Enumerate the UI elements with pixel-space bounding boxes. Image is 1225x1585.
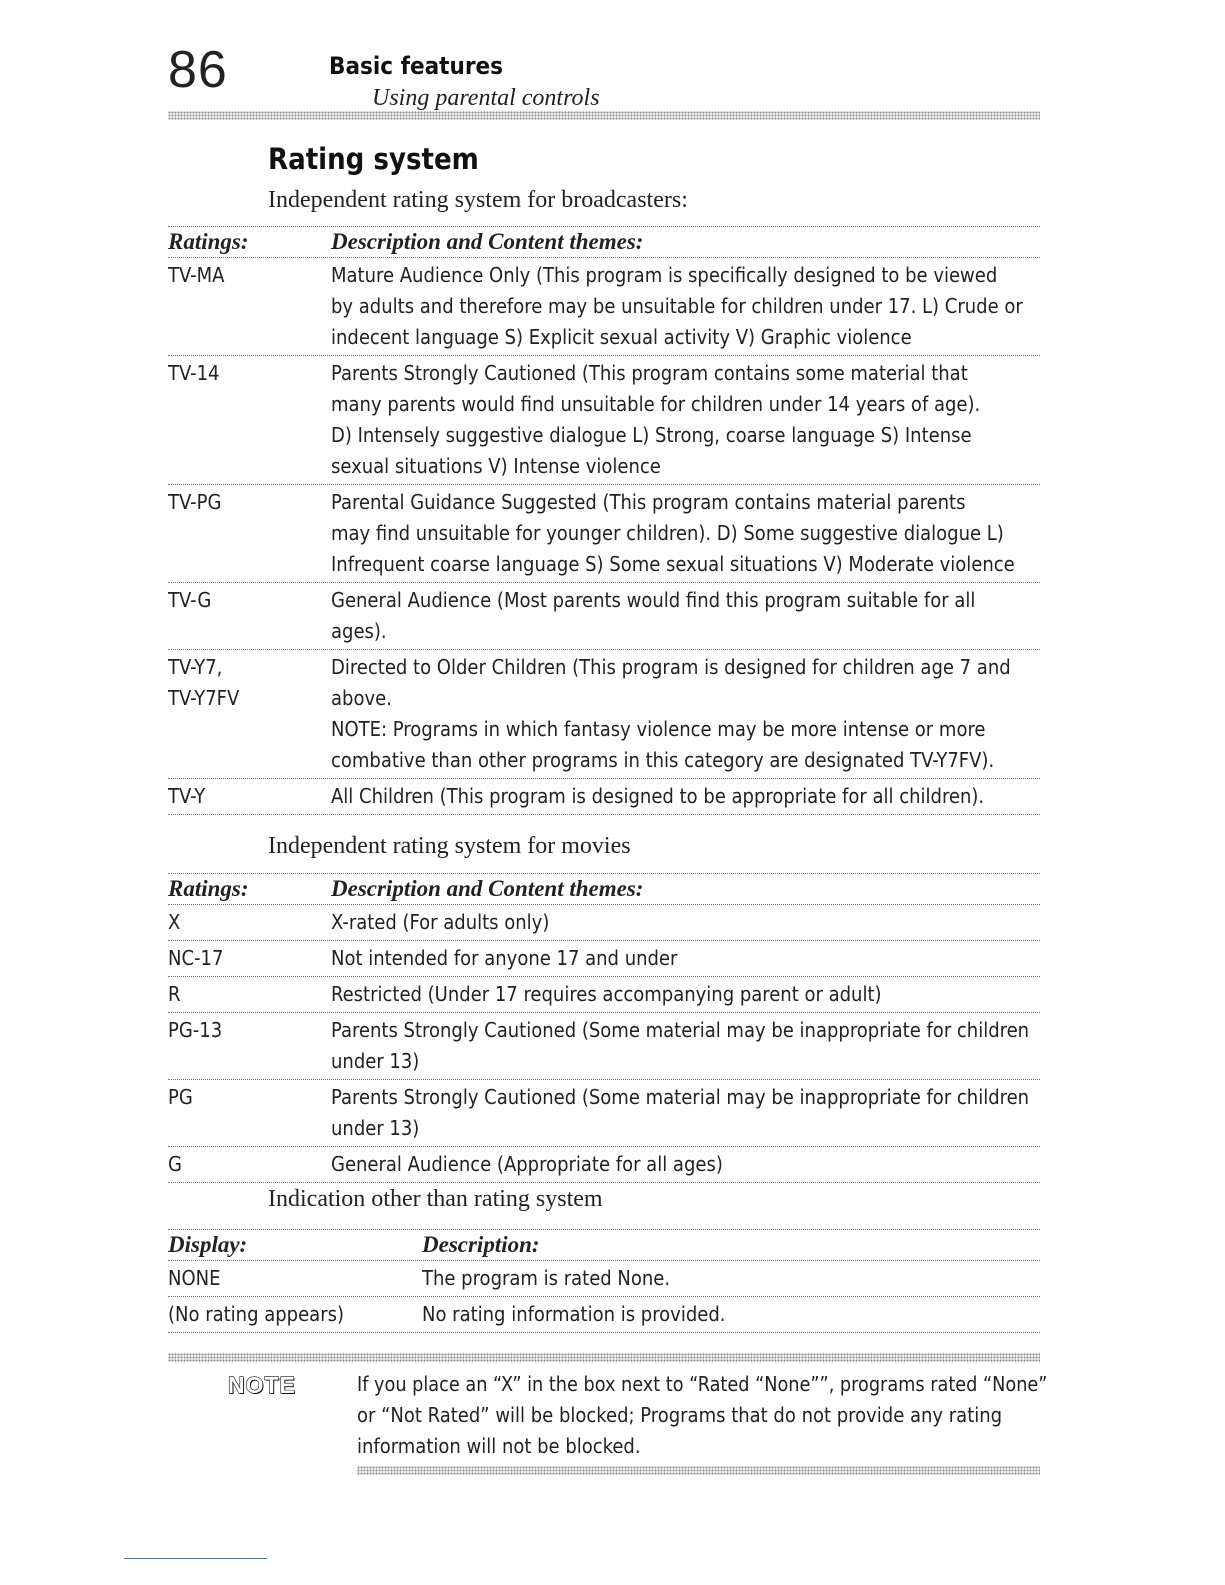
rating-code-line: R xyxy=(168,982,181,1006)
rating-code-line: X xyxy=(168,910,181,934)
note-line: If you place an “X” in the box next to “Rated “None””, programs rated “None” xyxy=(357,1372,1048,1396)
rating-description xyxy=(422,1263,1036,1294)
rating-code xyxy=(168,585,211,616)
rating-code-line: TV-PG xyxy=(168,490,222,514)
description-line: Infrequent coarse language S) Some sexual situations V) Moderate violence xyxy=(331,552,1015,576)
table-row xyxy=(168,258,1040,356)
rating-code xyxy=(168,1082,193,1113)
note-line: information will not be blocked. xyxy=(357,1434,641,1458)
rating-code xyxy=(168,260,224,291)
table-row xyxy=(168,485,1040,583)
movie-ratings-table xyxy=(168,873,1040,1183)
description-line: General Audience (Most parents would find this program suitable for all xyxy=(331,588,976,612)
description-line: X-rated (For adults only) xyxy=(331,910,550,934)
rating-code xyxy=(168,652,239,714)
rating-description xyxy=(422,1299,1036,1330)
rating-description xyxy=(331,487,1036,580)
description-line: General Audience (Appropriate for all ages) xyxy=(331,1152,723,1176)
section-heading: Rating system xyxy=(268,142,479,176)
rating-code xyxy=(168,979,181,1010)
rating-description xyxy=(331,260,1036,353)
table-row xyxy=(168,779,1040,815)
description-line: All Children (This program is designed to be appropriate for all children). xyxy=(331,784,985,808)
note-line: or “Not Rated” will be blocked; Programs that do not provide any rating xyxy=(357,1403,1003,1427)
rating-description xyxy=(331,1015,1036,1077)
description-line: may find unsuitable for younger children). D) Some suggestive dialogue L) xyxy=(331,521,1004,545)
table-row xyxy=(168,1147,1040,1183)
column-header: Description and Content themes: xyxy=(331,876,644,901)
description-line: under 13) xyxy=(331,1049,420,1073)
column-header: Ratings: xyxy=(168,876,249,901)
table-row xyxy=(168,650,1040,779)
rating-description xyxy=(331,907,1036,938)
broadcast-ratings-table xyxy=(168,226,1040,815)
other-indication-table xyxy=(168,1229,1040,1333)
description-line: D) Intensely suggestive dialogue L) Strong, coarse language S) Intense xyxy=(331,423,972,447)
description-line: many parents would find unsuitable for children under 14 years of age). xyxy=(331,392,981,416)
rating-description xyxy=(331,1149,1036,1180)
description-line: The program is rated None. xyxy=(422,1266,671,1290)
description-line: NOTE: Programs in which fantasy violence may be more intense or more xyxy=(331,717,986,741)
rating-code-line: G xyxy=(168,1152,182,1176)
rating-code xyxy=(168,907,180,938)
section-subtitle: Using parental controls xyxy=(372,85,600,111)
rating-code-line: TV-14 xyxy=(168,361,220,385)
description-line: Parents Strongly Cautioned (Some material may be inappropriate for children xyxy=(331,1085,1030,1109)
rating-code-line: PG-13 xyxy=(168,1018,223,1042)
rating-description xyxy=(331,585,1036,647)
description-line: combative than other programs in this category are designated TV-Y7FV). xyxy=(331,748,995,772)
description-line: indecent language S) Explicit sexual activity V) Graphic violence xyxy=(331,325,912,349)
rating-description xyxy=(331,358,1036,482)
table-header-row xyxy=(168,226,1040,258)
other-intro: Indication other than rating system xyxy=(268,1186,603,1212)
table-row xyxy=(168,1297,1040,1333)
page-number: 86 xyxy=(168,41,228,99)
rating-code-line: TV-MA xyxy=(168,263,225,287)
description-line: Restricted (Under 17 requires accompanying parent or adult) xyxy=(331,982,882,1006)
rating-code xyxy=(168,1263,220,1294)
rating-code-line: NONE xyxy=(168,1266,221,1290)
description-line: Parental Guidance Suggested (This program contains material parents xyxy=(331,490,966,514)
movies-intro: Independent rating system for movies xyxy=(268,833,631,859)
table-row xyxy=(168,905,1040,941)
rating-code xyxy=(168,943,223,974)
table-header-row xyxy=(168,1229,1040,1261)
description-line: Parents Strongly Cautioned (This program contains some material that xyxy=(331,361,968,385)
rating-code-line: PG xyxy=(168,1085,193,1109)
table-row xyxy=(168,1261,1040,1297)
description-line: No rating information is provided. xyxy=(422,1302,726,1326)
rating-code xyxy=(168,487,221,518)
note-text xyxy=(357,1369,1047,1462)
table-header-row xyxy=(168,873,1040,905)
rating-code-line: TV-Y7, xyxy=(168,655,223,679)
rating-code-line: NC-17 xyxy=(168,946,224,970)
table-row xyxy=(168,1080,1040,1147)
footer-rule xyxy=(124,1558,267,1559)
rating-code xyxy=(168,358,220,389)
column-header: Ratings: xyxy=(168,229,249,254)
table-row xyxy=(168,583,1040,650)
description-line: sexual situations V) Intense violence xyxy=(331,454,661,478)
description-line: ages). xyxy=(331,619,387,643)
description-line: Parents Strongly Cautioned (Some material may be inappropriate for children xyxy=(331,1018,1030,1042)
rating-code xyxy=(168,1015,222,1046)
rating-code-line: TV-Y7FV xyxy=(168,686,240,710)
rating-description xyxy=(331,1082,1036,1144)
note-label: NOTE xyxy=(228,1372,296,1398)
rating-description xyxy=(331,979,1036,1010)
rating-description xyxy=(331,781,1036,812)
column-header: Description: xyxy=(422,1232,540,1257)
rating-code xyxy=(168,1299,344,1330)
description-line: Not intended for anyone 17 and under xyxy=(331,946,678,970)
rating-description xyxy=(331,943,1036,974)
rating-code-line: TV-Y xyxy=(168,784,206,808)
chapter-title: Basic features xyxy=(329,52,504,80)
description-line: Directed to Older Children (This program is designed for children age 7 and xyxy=(331,655,1011,679)
description-line: above. xyxy=(331,686,392,710)
rating-code xyxy=(168,781,205,812)
header-divider xyxy=(168,111,1040,120)
note-divider-bottom xyxy=(357,1466,1040,1475)
table-row xyxy=(168,356,1040,485)
table-row xyxy=(168,941,1040,977)
broadcast-intro: Independent rating system for broadcasters: xyxy=(268,187,688,213)
rating-code-line: (No rating appears) xyxy=(168,1302,344,1326)
description-line: by adults and therefore may be unsuitable for children under 17. L) Crude or xyxy=(331,294,1023,318)
description-line: Mature Audience Only (This program is specifically designed to be viewed xyxy=(331,263,998,287)
column-header: Description and Content themes: xyxy=(331,229,644,254)
table-row xyxy=(168,977,1040,1013)
note-divider-top xyxy=(168,1353,1040,1362)
table-row xyxy=(168,1013,1040,1080)
rating-code xyxy=(168,1149,182,1180)
column-header: Display: xyxy=(168,1232,248,1257)
rating-description xyxy=(331,652,1036,776)
description-line: under 13) xyxy=(331,1116,420,1140)
rating-code-line: TV-G xyxy=(168,588,212,612)
